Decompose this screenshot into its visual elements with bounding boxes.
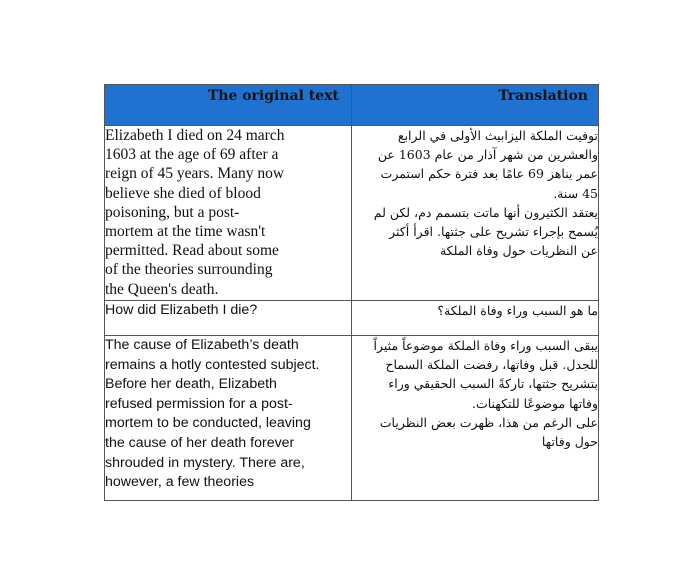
translation-text-cell (352, 126, 599, 301)
text-line: mortem at the time wasn't (105, 223, 266, 241)
text-line: للجدل. قبل وفاتها، رفضت الملكة السماح (385, 357, 598, 373)
text-line: يعتقد الكثيرون أنها ماتت بتسمم دم، لكن لم (373, 204, 598, 220)
text-line: Elizabeth I died on 24 march (105, 127, 285, 144)
text-line: 45 سنة. (553, 185, 598, 201)
header-row (105, 85, 599, 126)
text-line: على الرغم من هذا، ظهرت بعض النظريات (379, 414, 598, 430)
text-line: remains a hotly contested subject. (105, 356, 320, 373)
text-line: عن النظريات حول وفاة الملكة (439, 243, 598, 259)
text-line: يبقى السبب وراء وفاة الملكة موضوعاً مثيراً (373, 338, 598, 353)
text-line: 1603 at the age of 69 after a (105, 146, 279, 164)
text-line: عمر يناهز 69 عامًا بعد فترة حكم استمرت (380, 166, 598, 182)
text-line: believe she died of blood (105, 184, 261, 202)
text-line: وفاتها موضوعًا للتكهنات. (471, 395, 598, 411)
original-text-cell (105, 126, 352, 301)
question-heading-translation: ما هو السبب وراء وفاة الملكة؟ (437, 303, 598, 318)
header-original: The original text (105, 85, 352, 126)
text-line: Before her death, Elizabeth (105, 376, 277, 393)
text-line: حول وفاتها (541, 434, 598, 450)
text-line: يُسمح بإجراء تشريح على جثتها. اقرأ أكثر (389, 224, 598, 240)
table-row (105, 126, 599, 301)
text-line: refused permission for a post- (105, 395, 293, 412)
text-line: poisoning, but a post- (105, 203, 240, 221)
original-text-cell (105, 301, 352, 336)
text-line: The cause of Elizabeth’s death (105, 337, 299, 353)
text-line: permitted. Read about some (105, 242, 279, 260)
text-line: shrouded in mystery. There are, (105, 454, 305, 471)
translation-text-cell (352, 301, 599, 336)
header-translation: Translation (352, 85, 599, 126)
text-line: بتشريح جثتها، تاركةً السبب الحقيقي وراء (388, 376, 598, 392)
text-line: the cause of her death forever (105, 434, 295, 451)
text-line: reign of 45 years. Many now (105, 165, 285, 183)
text-line: والعشرين من شهر آذار من عام 1603 عن (377, 147, 598, 163)
table-row (105, 301, 599, 336)
text-line: the Queen's death. (105, 280, 219, 298)
table-row (105, 336, 599, 501)
text-line: however, a few theories (105, 474, 255, 491)
text-line: توفيت الملكة اليزابيث الأولى في الرابع (397, 128, 598, 143)
text-line: mortem to be conducted, leaving (105, 415, 311, 432)
translation-table (104, 84, 599, 501)
text-line: of the theories surrounding (105, 261, 273, 279)
original-text-cell (105, 336, 352, 501)
translation-text-cell (352, 336, 599, 501)
question-heading: How did Elizabeth I die? (105, 302, 258, 318)
